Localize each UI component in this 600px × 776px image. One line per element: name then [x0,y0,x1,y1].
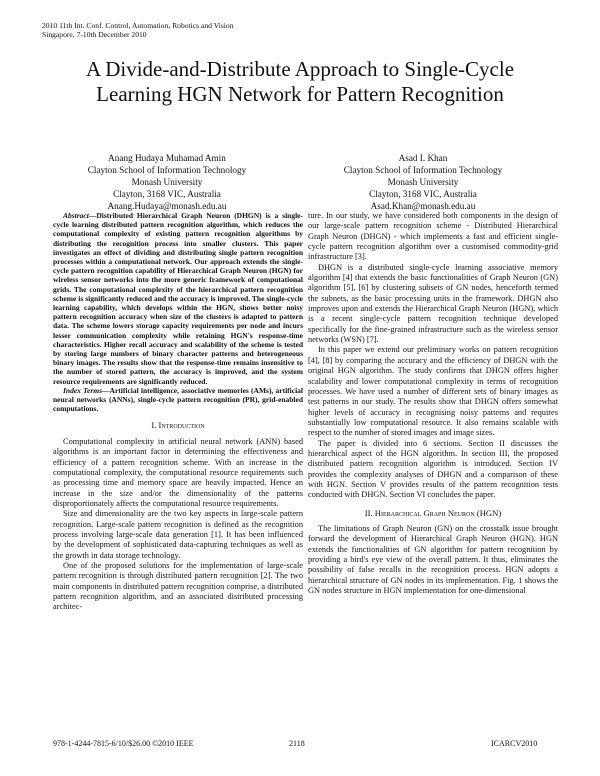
author-school: Clayton School of Information Technology [87,165,247,175]
author-block-1 [42,152,292,212]
body-paragraph: One of the proposed solutions for the implementation of large-scale pattern recognition is through distributed pattern recognition [2]. The two main components in distributed pattern recognition comprise, a distributed pattern recognition algorithm, and an associated distributed processing architec- [53,560,303,612]
author-school: Clayton School of Information Technology [343,165,503,175]
section-heading-introduction: I. Introduction [151,420,205,431]
abstract [53,211,303,386]
author-email: Anang.Hudaya@monash.edu.au [107,201,227,211]
title-line-2: Learning HGN Network for Pattern Recognition [96,82,504,106]
index-terms [53,386,303,414]
index-terms-label: Index Terms— [63,385,110,395]
abstract-text: Distributed Hierarchical Graph Neuron (DHGN) is a single-cycle learning distributed pattern recognition algorithm, which reduces the computational complexity of existing pattern recognition algorithms by distributing the recognition process into smaller clusters. This paper investigates an effect of dividing and distributing single pattern recognition processes within a computational network. Our approach extends the single-cycle pattern recognition capability of Hierarchical Graph Neuron (HGN) for wireless sensor networks into the more generic framework of computational grids. The computational complexity of the hierarchical pattern recognition scheme is significantly reduced and the accuracy is improved. The single-cycle learning capability, which develops within the HGN, shows better noisy pattern recognition accuracy when size of the clusters is adapted to pattern data. The scheme lowers storage capacity requirements per node and incurs lesser communication complexity while retaining HGN's response-time characteristics. Higher recall accuracy and scalability of the scheme is tested by storing large numbers of binary character patterns and heterogeneous binary images. The results show that the response-time remains insensitive to the number of stored pattern, the accuracy is improved, and the system resource requirements are significantly reduced. [53,211,303,386]
body-paragraph: In this paper we extend our preliminary works on pattern recognition [4], [8] by comparing the accuracy and the efficiency of DHGN with the original HGN algorithm. The study confirms that DHGN offers higher scalability and lower computational complexity in terms of recognition processes. We have used a number of different sets of binary images as test patterns in our study. The results show that DHGN offers somewhat higher levels of accuracy in recognising noisy patterns and requires substantially low computational resource. It also remains scalable with respect to the number of stored images and image sizes. [308,345,558,438]
footer-copyright: 978-1-4244-7815-6/10/$26.00 ©2010 IEEE [53,739,194,748]
body-paragraph: ture. In our study, we have considered both components in the design of our large-scale pattern recognition scheme - Distributed Hierarchical Graph Neuron (DHGN) - which implements a fast and efficient single-cycle pattern recognition algorithm over a customised commodity-grid infrastructure [3]. [308,211,558,262]
author-university: Monash University [387,177,459,187]
conference-header [42,21,234,39]
section-heading-hgn: II. Hierarchical Graph Neuron (HGN) [364,507,502,518]
body-paragraph: The paper is divided into 6 sections. Section II discusses the hierarchical aspect of the HGN algorithm. In section III, the proposed distributed pattern recognition algorithm is introduced. Section IV provides the complexity analyses of DHGN and a comparison of these with HGN. Section V provides results of the pattern recognition tests conducted with DHGN. Section VI concludes the paper. [308,438,558,500]
author-address: Clayton, 3168 VIC, Australia [369,189,477,199]
author-university: Monash University [131,177,203,187]
body-paragraph: Computational complexity in artificial neural network (ANN) based algorithms is an important factor in determining the effectiveness and efficiency of a pattern recognition scheme. With an increase in the computational complexity, the computational resource requirements such as processing time and memory space are heavily impacted. Hence an increase in the size and/or the dimensionality of the patterns disproportionately affects the computational resource requirements. [53,436,303,508]
author-name: Anang Hudaya Muhamad Amin [108,153,226,163]
index-terms-text: Artificial intelligence, associative memories (AMs), artificial neural networks (ANNs), single-cycle pattern recognition (PR), grid-enabled computations. [53,385,304,414]
author-block-2 [298,152,548,212]
author-email: Asad.Khan@monash.edu.au [370,201,476,211]
left-column [53,211,303,613]
footer-conference: ICARCV2010 [491,739,538,748]
abstract-label: Abstract— [63,211,97,220]
footer-page-number: 2118 [289,739,305,748]
right-column [308,211,558,596]
conference-line-2: Singapore, 7-10th December 2010 [42,30,147,39]
paper-title [40,57,560,107]
title-line-1: A Divide-and-Distribute Approach to Single-Cycle [85,57,515,81]
author-name: Asad I. Khan [398,153,448,163]
author-address: Clayton, 3168 VIC, Australia [113,189,221,199]
conference-line-1: 2010 11th Int. Conf. Control, Automation, Robotics and Vision [42,21,234,30]
body-paragraph: The limitations of Graph Neuron (GN) on the crosstalk issue brought forward the development of Hierarchical Graph Neuron (HGN). HGN extends the functionalities of GN algorithm for pattern recognition by providing a bird's eye view of the overall pattern. It thus, eliminates the possibility of false recalls in the recognition process. HGN adopts a hierarchical structure of GN nodes in its implementation. Fig. 1 shows the GN nodes structure in HGN implementation for one-dimensional [308,523,558,596]
body-paragraph: DHGN is a distributed single-cycle learning associative memory algorithm [4] that extends the basic functionalities of Graph Neuron (GN) algorithm [5], [6] by clustering subsets of GN nodes, henceforth termed the subnets, as the basic processing units in the framework. DHGN also improves upon and extends the Hierarchical Graph Neuron (HGN), which is a recent single-cycle pattern recognition technique developed specifically for the fine-grained infrastructure such as the wireless sensor networks (WSN) [7]. [308,262,558,345]
body-paragraph: Size and dimensionality are the two key aspects in large-scale pattern recognition. Large-scale pattern recognition is defined as the recognition process involving large-scale data generation [1]. It has been influenced by the development of sophisticated data-capturing techniques as well as the growth in data storage technology. [53,509,303,560]
